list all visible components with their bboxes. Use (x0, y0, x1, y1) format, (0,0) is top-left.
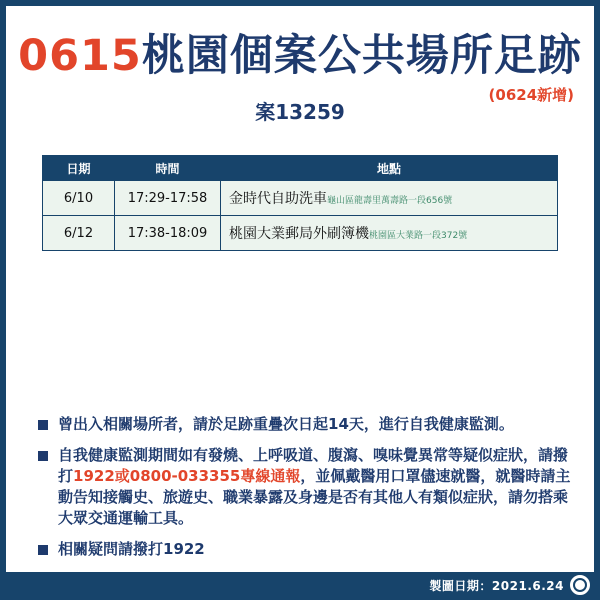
row-time: 17:38-18:09 (115, 216, 221, 251)
notes-list (36, 414, 576, 570)
note-text: 自我健康監測期間如有發燒、上呼吸道、腹瀉、嗅味覺異常等疑似症狀，請撥打 (58, 446, 569, 485)
footprint-table (42, 155, 558, 251)
page-title (0, 22, 600, 83)
bullet-square-icon (38, 420, 48, 430)
bullet-square-icon (38, 545, 48, 555)
place-name: 金時代自助洗車 (229, 191, 327, 207)
row-time: 17:29-17:58 (115, 181, 221, 216)
row-place (221, 181, 558, 216)
place-name: 桃園大業郵局外刷簿機 (229, 226, 369, 242)
note-text: 曾出入相關場所者，請於足跡重疊次日起14天，進行自我健康監測。 (58, 415, 514, 433)
left-border (0, 0, 6, 578)
note-text: 相關疑問請撥打1922 (58, 540, 205, 558)
bullet-square-icon (38, 451, 48, 461)
place-address: 龜山區龍壽里萬壽路一段656號 (327, 196, 453, 206)
case-label: 案13259 (255, 100, 345, 124)
top-border (0, 0, 600, 6)
table-row (43, 181, 558, 216)
added-note: (0624新增) (488, 86, 574, 104)
row-date: 6/10 (43, 181, 115, 216)
table-row (43, 216, 558, 251)
title-date: 0615 (18, 31, 142, 81)
header-place: 地點 (221, 156, 558, 181)
note-item (36, 445, 576, 529)
header-time: 時間 (115, 156, 221, 181)
city-seal-icon (569, 574, 591, 596)
right-border (594, 0, 600, 578)
header-date: 日期 (43, 156, 115, 181)
note-text: ，並佩戴醫用口罩儘速就醫，就醫時請主動告知接觸史、旅遊史、職業暴露及身邊是否有其他人有類似症狀，請勿搭乘大眾交通運輸工具。 (58, 467, 571, 527)
made-date: 製圖日期：2021.6.24 (429, 579, 564, 593)
table-header-row (43, 156, 558, 181)
title-text: 桃園個案公共場所足跡 (141, 31, 582, 81)
note-item (36, 539, 576, 560)
note-item (36, 414, 576, 435)
place-address: 桃園區大業路一段372號 (369, 231, 468, 241)
hotline-highlight: 1922或0800-033355專線通報 (73, 467, 301, 485)
row-place (221, 216, 558, 251)
row-date: 6/12 (43, 216, 115, 251)
